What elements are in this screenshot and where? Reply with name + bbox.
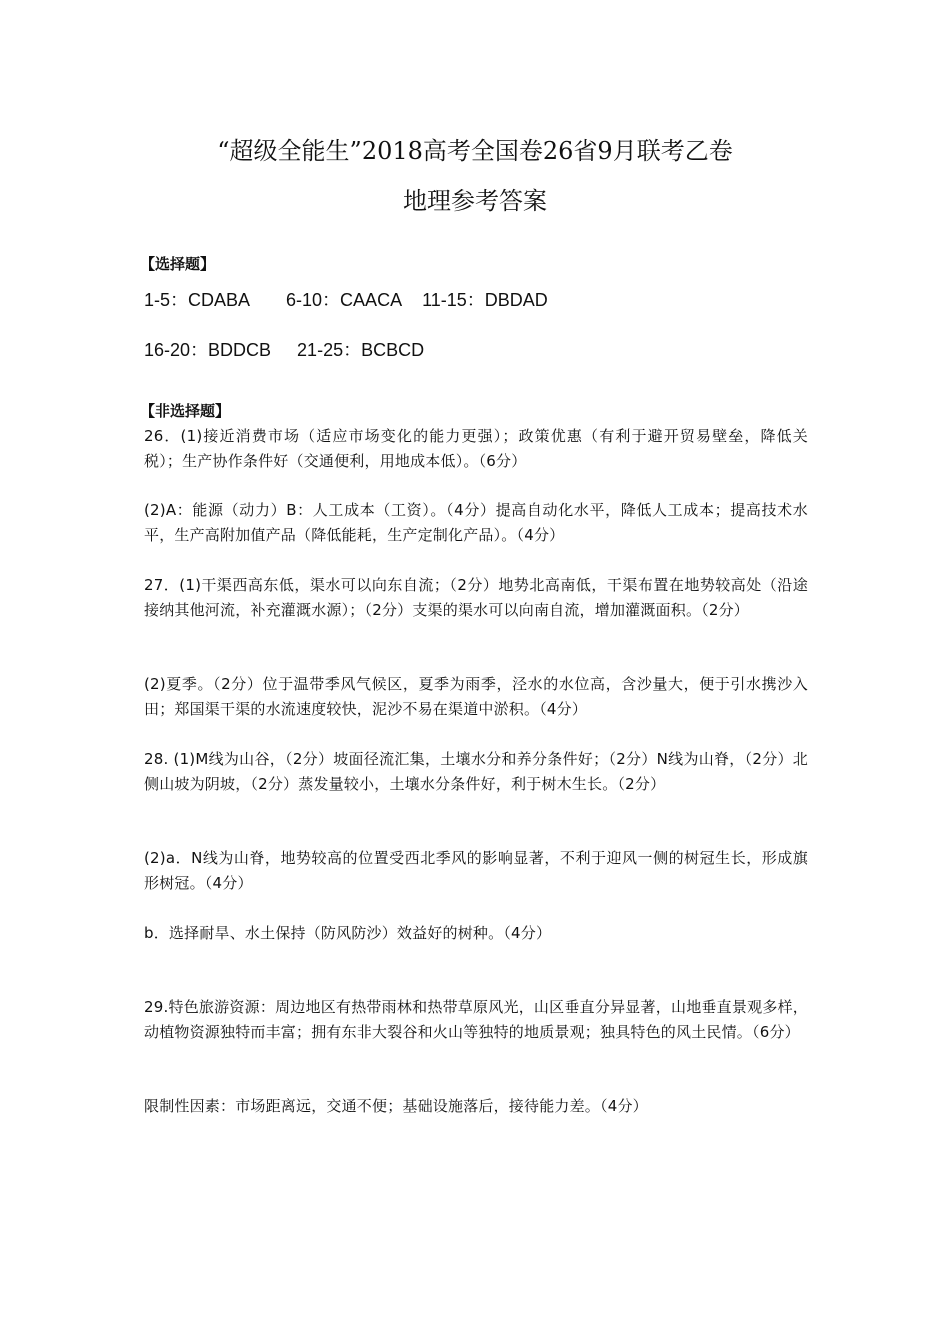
answer-group: 16-20：BDDCB (144, 340, 272, 360)
answer-paragraph-27-1: 27．(1)干渠西高东低，渠水可以向东自流；（2分）地势北高南低，干渠布置在地势较高处（沿途接纳其他河流，补充灌溉水源）；（2分）支渠的渠水可以向南自流，增加灌溉面积。（2分） (144, 576, 808, 619)
answer-paragraph-28-2b: b．选择耐旱、水土保持（防风防沙）效益好的树种。（4分） (144, 924, 552, 942)
answer-paragraph-29-2: 限制性因素：市场距离远，交通不便；基础设施落后，接待能力差。（4分） (144, 1097, 648, 1115)
answer-group: 6-10：CAACA (286, 290, 403, 310)
answer-group: 1-5：CDABA (144, 290, 251, 310)
answer-paragraph-28-1: 28. (1)M线为山谷，（2分）坡面径流汇集，土壤水分和养分条件好；（2分）N线为山脊，（2分）北侧山坡为阴坡，（2分）蒸发量较小，土壤水分条件好，利于树木生长。（2分） (144, 750, 808, 793)
choice-section-heading: 【选择题】 (140, 255, 216, 273)
answer-paragraph-29-1: 29.特色旅游资源：周边地区有热带雨林和热带草原风光，山区垂直分异显著，山地垂直景观多样，动植物资源独特而丰富；拥有东非大裂谷和火山等独特的地质景观；独具特色的风土民情。（6分） (144, 998, 808, 1041)
answer-paragraph-26-2: (2)A：能源（动力）B：人工成本（工资）。（4分）提高自动化水平，降低人工成本；提高技术水平，生产高附加值产品（降低能耗，生产定制化产品）。（4分） (144, 501, 808, 544)
document-subtitle: 地理参考答案 (403, 187, 547, 215)
answer-group: 21-25：BCBCD (297, 340, 425, 360)
answer-paragraph-26-1: 26．(1)接近消费市场（适应市场变化的能力更强）；政策优惠（有利于避开贸易壁垒，降低关税）；生产协作条件好（交通便利，用地成本低）。（6分） (144, 427, 808, 470)
document-title: “超级全能生”2018高考全国卷26省9月联考乙卷 (217, 137, 733, 165)
choice-answers-row-1 (144, 288, 548, 312)
nonchoice-section-heading: 【非选择题】 (140, 402, 231, 420)
choice-answers-row-2 (144, 338, 424, 362)
answer-paragraph-27-2: (2)夏季。（2分）位于温带季风气候区，夏季为雨季，泾水的水位高，含沙量大，便于引水携沙入田；郑国渠干渠的水流速度较快，泥沙不易在渠道中淤积。（4分） (144, 675, 808, 718)
answer-paragraph-28-2a: (2)a．N线为山脊，地势较高的位置受西北季风的影响显著，不利于迎风一侧的树冠生长，形成旗形树冠。（4分） (144, 849, 808, 892)
answer-group: 11-15：DBDAD (422, 290, 548, 310)
